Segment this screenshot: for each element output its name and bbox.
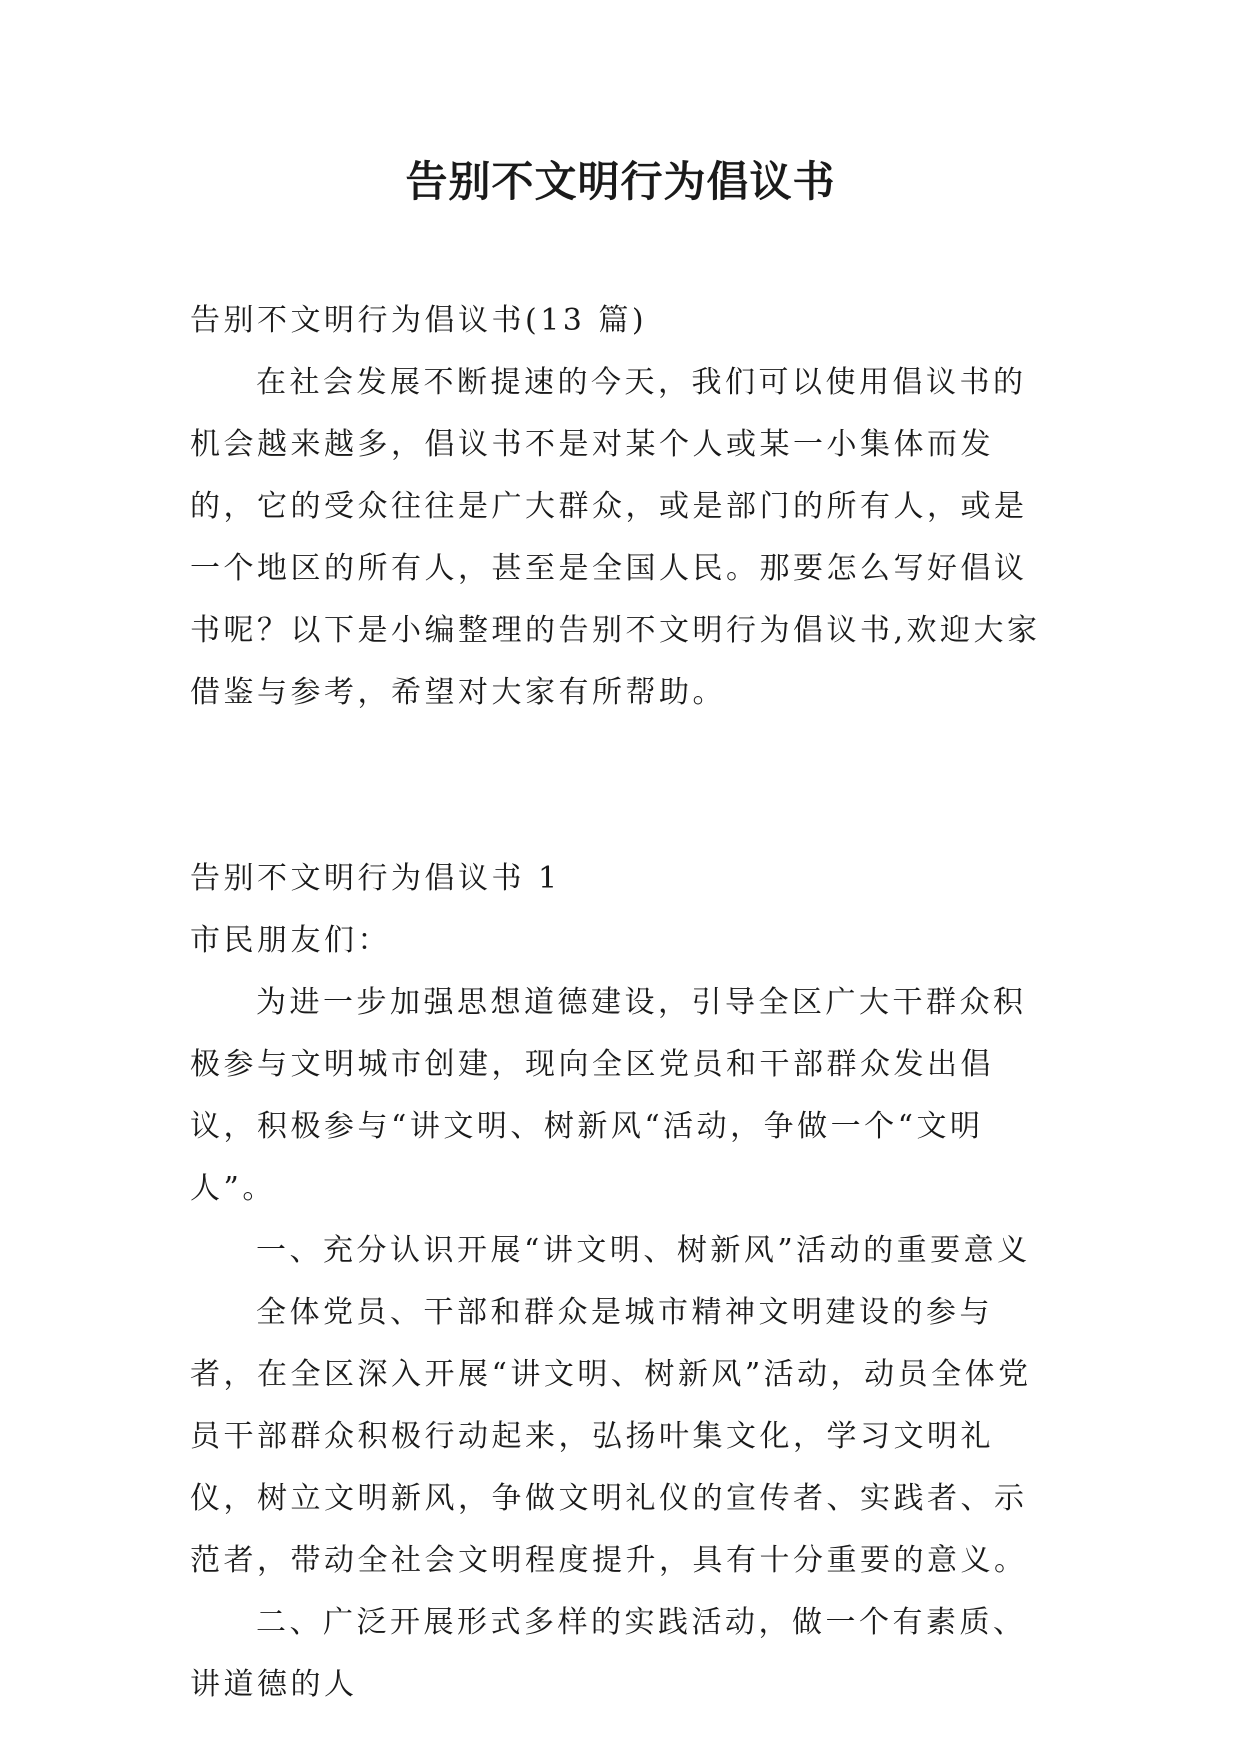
section-spacer	[190, 724, 1050, 848]
intro-paragraph: 在社会发展不断提速的今天，我们可以使用倡议书的机会越来越多，倡议书不是对某个人或某一小集体而发的，它的受众往往是广大群众，或是部门的所有人，或是一个地区的所有人，甚至是全国人民。那要怎么写好倡议书呢？以下是小编整理的告别不文明行为倡议书,欢迎大家借鉴与参考，希望对大家有所帮助。	[190, 365, 1041, 710]
point-heading: 二、广泛开展形式多样的实践活动，做一个有素质、讲道德的人	[190, 1605, 1027, 1702]
body-paragraph: 全体党员、干部和群众是城市精神文明建设的参与者，在全区深入开展“讲文明、树新风”活动，动员全体党员干部群众积极行动起来，弘扬叶集文化，学习文明礼仪，树立文明新风，争做文明礼仪的宣传者、实践者、示范者，带动全社会文明程度提升，具有十分重要的意义。	[190, 1295, 1032, 1578]
document-body	[190, 290, 1050, 1716]
document-title: 告别不文明行为倡议书	[405, 157, 836, 206]
body-paragraph: 为进一步加强思想道德建设，引导全区广大干群众积极参与文明城市创建，现向全区党员和干部群众发出倡议，积极参与“讲文明、树新风“活动，争做一个“文明人”。	[190, 985, 1027, 1206]
document-subtitle: 告别不文明行为倡议书(13 篇)	[190, 303, 648, 338]
section-heading: 告别不文明行为倡议书 1	[190, 861, 561, 896]
point-heading: 一、充分认识开展“讲文明、树新风”活动的重要意义	[256, 1233, 1031, 1268]
salutation: 市民朋友们：	[190, 923, 391, 958]
